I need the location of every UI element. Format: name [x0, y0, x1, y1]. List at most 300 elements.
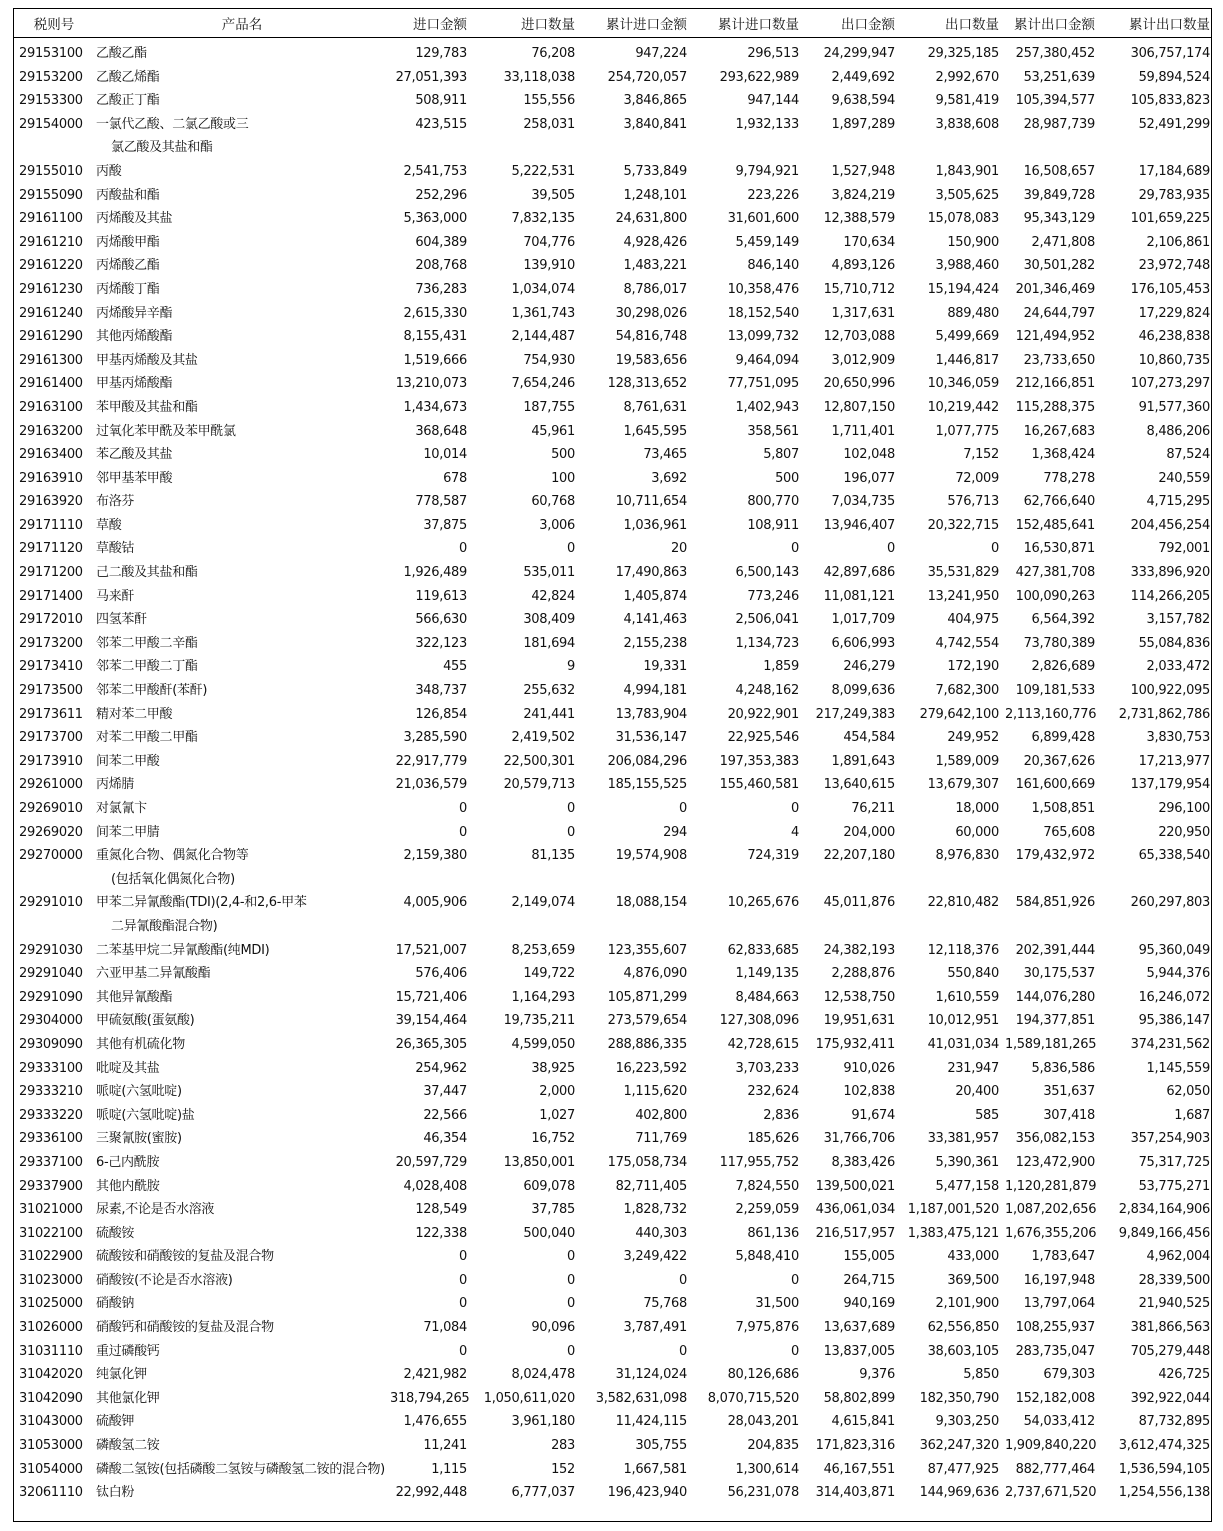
cum-exp-qty-cell: 16,246,072 — [1138, 989, 1210, 1005]
exp-qty-cell: 2,992,670 — [935, 69, 999, 85]
cum-exp-value-cell: 2,471,808 — [1031, 234, 1095, 250]
header-name: 产品名 — [94, 9, 390, 38]
imp-value-cell: 11,241 — [423, 1438, 467, 1454]
product-name: 硫酸铵和硝酸铵的复盐及混合物 — [96, 1249, 274, 1265]
cum-imp-qty-cell: 2,836 — [763, 1107, 799, 1123]
cum-exp-value-cell: 584,851,926 — [1015, 895, 1095, 911]
product-name: 布洛芬 — [96, 494, 135, 510]
cum-exp-value-cell: 427,381,708 — [1015, 565, 1095, 581]
product-name: 其他内酰胺 — [96, 1178, 160, 1194]
tariff-code-cell: 29269020 — [19, 824, 83, 840]
product-name: 其他异氰酸酯 — [96, 989, 173, 1005]
exp-value-cell: 139,500,021 — [815, 1178, 895, 1194]
table-body — [14, 38, 1212, 1505]
imp-qty-cell: 0 — [567, 1296, 575, 1312]
cum-exp-qty-cell: 4,715,295 — [1146, 494, 1210, 510]
cum-exp-qty-cell: 87,732,895 — [1138, 1414, 1210, 1430]
cum-imp-value-cell: 105,871,299 — [607, 989, 687, 1005]
exp-value-cell: 91,674 — [851, 1107, 895, 1123]
product-name-cell — [94, 561, 390, 585]
imp-value-cell: 37,447 — [423, 1084, 467, 1100]
cum-imp-value-cell: 8,761,631 — [623, 399, 687, 415]
cum-imp-value-cell: 13,783,904 — [615, 706, 687, 722]
product-name: 间苯二甲酸 — [96, 753, 160, 769]
product-name-cell — [94, 1057, 390, 1081]
product-name: 马来酐 — [96, 588, 135, 604]
cum-exp-value-cell: 2,113,160,776 — [1005, 706, 1097, 722]
cum-exp-value-cell: 351,637 — [1043, 1084, 1095, 1100]
cum-imp-qty-cell: 773,246 — [747, 588, 799, 604]
exp-qty-cell: 1,187,001,520 — [907, 1202, 999, 1218]
imp-qty-cell: 1,050,611,020 — [483, 1390, 575, 1406]
product-name-cell — [94, 1481, 390, 1505]
cum-exp-qty-cell: 220,950 — [1158, 824, 1210, 840]
header-cum-imp-value: 累计进口金额 — [578, 9, 690, 38]
table-row — [14, 1458, 1212, 1482]
cum-imp-value-cell: 273,579,654 — [607, 1013, 687, 1029]
exp-value-cell: 1,891,643 — [831, 753, 895, 769]
cum-imp-value-cell: 3,840,841 — [623, 116, 687, 132]
cum-imp-value-cell: 1,828,732 — [623, 1202, 687, 1218]
imp-qty-cell: 8,024,478 — [511, 1367, 575, 1383]
cum-exp-value-cell: 100,090,263 — [1015, 588, 1095, 604]
product-name: 过氧化苯甲酰及苯甲酰氯 — [96, 423, 236, 439]
exp-qty-cell: 3,838,608 — [935, 116, 999, 132]
exp-value-cell: 436,061,034 — [815, 1202, 895, 1218]
cum-exp-value-cell: 257,380,452 — [1015, 46, 1095, 61]
cum-exp-qty-cell: 3,612,474,325 — [1118, 1438, 1210, 1454]
product-name-cell — [94, 89, 390, 113]
cum-imp-value-cell: 31,124,024 — [615, 1367, 687, 1383]
imp-value-cell: 2,159,380 — [403, 848, 467, 864]
exp-value-cell: 246,279 — [843, 659, 895, 675]
tariff-code-cell: 31025000 — [19, 1296, 83, 1312]
cum-exp-qty-cell: 53,775,271 — [1138, 1178, 1210, 1194]
exp-qty-cell: 585 — [975, 1107, 999, 1123]
cum-exp-value-cell: 1,783,647 — [1031, 1249, 1095, 1265]
cum-imp-qty-cell: 500 — [775, 470, 799, 486]
table-row — [14, 821, 1212, 845]
table-row — [14, 1104, 1212, 1128]
product-name-cell — [94, 1222, 390, 1246]
cum-imp-value-cell: 1,645,595 — [623, 423, 687, 439]
imp-qty-cell: 6,777,037 — [511, 1485, 575, 1501]
product-name: 磷酸氢二铵 — [96, 1438, 160, 1454]
cum-imp-value-cell: 10,711,654 — [615, 494, 687, 510]
imp-qty-cell: 609,078 — [523, 1178, 575, 1194]
tariff-code-cell: 29270000 — [19, 848, 83, 864]
exp-qty-cell: 20,400 — [955, 1084, 999, 1100]
product-name: 邻苯二甲酸酐(苯酐) — [96, 683, 208, 699]
imp-value-cell: 1,434,673 — [403, 399, 467, 415]
product-name-cell — [94, 1458, 390, 1482]
product-name-cell — [94, 962, 390, 986]
imp-qty-cell: 39,505 — [531, 187, 575, 203]
product-name: 硝酸钠 — [96, 1296, 135, 1312]
exp-qty-cell: 9,303,250 — [935, 1414, 999, 1430]
cum-exp-value-cell: 16,267,683 — [1023, 423, 1095, 439]
tariff-code-cell: 29173700 — [19, 730, 83, 746]
product-name-cell — [94, 490, 390, 514]
cum-exp-value-cell: 30,175,537 — [1023, 966, 1095, 982]
table-row — [14, 184, 1212, 208]
cum-imp-value-cell: 3,582,631,098 — [595, 1390, 687, 1406]
exp-value-cell: 1,317,631 — [831, 305, 895, 321]
cum-imp-value-cell: 1,667,581 — [623, 1461, 687, 1477]
cum-exp-qty-cell: 1,536,594,105 — [1118, 1461, 1210, 1477]
exp-qty-cell: 144,969,636 — [919, 1485, 999, 1501]
cum-exp-qty-cell: 10,860,735 — [1138, 352, 1210, 368]
product-name: 丙烯酸甲酯 — [96, 234, 160, 250]
exp-value-cell: 13,946,407 — [823, 517, 895, 533]
imp-value-cell: 71,084 — [423, 1320, 467, 1336]
product-name: 尿素,不论是否水溶液 — [96, 1202, 215, 1218]
cum-exp-value-cell: 20,367,626 — [1023, 753, 1095, 769]
imp-value-cell: 1,115 — [431, 1461, 467, 1477]
cum-exp-value-cell: 179,432,972 — [1015, 848, 1095, 864]
cum-imp-qty-cell: 62,833,685 — [727, 942, 799, 958]
cum-imp-value-cell: 16,223,592 — [615, 1060, 687, 1076]
cum-exp-value-cell: 283,735,047 — [1015, 1343, 1095, 1359]
tariff-code-cell: 29337900 — [19, 1178, 83, 1194]
cum-imp-value-cell: 1,405,874 — [623, 588, 687, 604]
exp-qty-cell: 249,952 — [947, 730, 999, 746]
tariff-code-cell: 29155010 — [19, 163, 83, 179]
exp-value-cell: 1,897,289 — [831, 116, 895, 132]
cum-imp-value-cell: 82,711,405 — [615, 1178, 687, 1194]
cum-imp-qty-cell: 861,136 — [747, 1225, 799, 1241]
exp-value-cell: 0 — [887, 541, 895, 557]
exp-qty-cell: 13,241,950 — [927, 588, 999, 604]
exp-value-cell: 45,011,876 — [823, 895, 895, 911]
exp-qty-cell: 404,975 — [947, 612, 999, 628]
cum-imp-qty-cell: 2,506,041 — [735, 612, 799, 628]
cum-exp-qty-cell: 91,577,360 — [1138, 399, 1210, 415]
header-cum-exp-qty: 累计出口数量 — [1098, 9, 1212, 38]
exp-qty-cell: 1,077,775 — [935, 423, 999, 439]
tariff-code-cell: 29153200 — [19, 69, 83, 85]
tariff-code-cell: 29336100 — [19, 1131, 83, 1147]
imp-value-cell: 3,285,590 — [403, 730, 467, 746]
cum-imp-value-cell: 4,994,181 — [623, 683, 687, 699]
exp-value-cell: 7,034,735 — [831, 494, 895, 510]
cum-imp-value-cell: 4,876,090 — [623, 966, 687, 982]
cum-imp-value-cell: 24,631,800 — [615, 211, 687, 227]
product-name: 丙烯酸丁酯 — [96, 281, 160, 297]
cum-exp-qty-cell: 296,100 — [1158, 801, 1210, 816]
product-name: 草酸 — [96, 517, 122, 533]
exp-qty-cell: 22,810,482 — [927, 895, 999, 911]
imp-qty-cell: 8,253,659 — [511, 942, 575, 958]
product-name: 丙烯酸乙酯 — [96, 258, 160, 274]
exp-value-cell: 216,517,957 — [815, 1225, 895, 1241]
imp-qty-cell: 76,208 — [531, 46, 575, 61]
cum-imp-qty-cell: 1,402,943 — [735, 399, 799, 415]
product-name-cell — [94, 1316, 390, 1340]
imp-value-cell: 37,875 — [423, 517, 467, 533]
cum-imp-value-cell: 254,720,057 — [607, 69, 687, 85]
tariff-code-cell: 29173500 — [19, 683, 83, 699]
product-name: 间苯二甲腈 — [96, 824, 160, 840]
cum-imp-value-cell: 305,755 — [635, 1438, 687, 1454]
product-name-continued: 二异氰酸酯混合物) — [111, 918, 218, 934]
tariff-code-cell: 29161100 — [19, 211, 83, 227]
cum-imp-value-cell: 1,248,101 — [623, 187, 687, 203]
tariff-code-cell: 31021000 — [19, 1202, 83, 1218]
product-name-continued: 氯乙酸及其盐和酯 — [111, 140, 213, 156]
imp-value-cell: 129,783 — [415, 46, 467, 61]
exp-value-cell: 196,077 — [843, 470, 895, 486]
table-row — [14, 797, 1212, 821]
cum-exp-qty-cell: 2,731,862,786 — [1118, 706, 1210, 722]
imp-qty-cell: 37,785 — [531, 1202, 575, 1218]
exp-value-cell: 24,382,193 — [823, 942, 895, 958]
cum-exp-qty-cell: 95,386,147 — [1138, 1013, 1210, 1029]
product-name-cell — [94, 514, 390, 538]
cum-exp-qty-cell: 107,273,297 — [1130, 376, 1210, 392]
imp-value-cell: 455 — [443, 659, 467, 675]
product-name-cell — [94, 113, 390, 160]
imp-qty-cell: 2,000 — [539, 1084, 575, 1100]
product-name: 硫酸钾 — [96, 1414, 135, 1430]
imp-value-cell: 20,597,729 — [395, 1154, 467, 1170]
imp-qty-cell: 2,419,502 — [511, 730, 575, 746]
cum-imp-value-cell: 4,141,463 — [623, 612, 687, 628]
exp-qty-cell: 35,531,829 — [927, 565, 999, 581]
product-name: 二苯基甲烷二异氰酸酯(纯MDI) — [96, 942, 270, 958]
imp-qty-cell: 149,722 — [523, 966, 575, 982]
product-name: 甲硫氨酸(蛋氨酸) — [96, 1013, 195, 1029]
imp-qty-cell: 535,011 — [523, 565, 575, 581]
imp-value-cell: 254,962 — [415, 1060, 467, 1076]
cum-exp-qty-cell: 381,866,563 — [1130, 1320, 1210, 1336]
imp-qty-cell: 5,222,531 — [511, 163, 575, 179]
cum-exp-qty-cell: 176,105,453 — [1130, 281, 1210, 297]
exp-qty-cell: 5,499,669 — [935, 329, 999, 345]
tariff-code-cell: 29163400 — [19, 447, 83, 463]
cum-imp-qty-cell: 204,835 — [747, 1438, 799, 1454]
product-name-cell — [94, 1387, 390, 1411]
exp-qty-cell: 2,101,900 — [935, 1296, 999, 1312]
cum-imp-value-cell: 0 — [679, 801, 687, 816]
cum-exp-value-cell: 1,120,281,879 — [1005, 1178, 1097, 1194]
cum-imp-qty-cell: 80,126,686 — [727, 1367, 799, 1383]
table-row — [14, 962, 1212, 986]
table-row — [14, 891, 1212, 938]
header-code: 税则号 — [14, 9, 94, 38]
cum-exp-value-cell: 39,849,728 — [1023, 187, 1095, 203]
table-row — [14, 1481, 1212, 1505]
imp-qty-cell: 100 — [551, 470, 575, 486]
cum-imp-qty-cell: 197,353,383 — [719, 753, 799, 769]
product-name-cell — [94, 939, 390, 963]
exp-value-cell: 58,802,899 — [823, 1390, 895, 1406]
exp-value-cell: 1,711,401 — [831, 423, 895, 439]
table-row — [14, 585, 1212, 609]
product-name: 硝酸铵(不论是否水溶液) — [96, 1272, 233, 1288]
cum-exp-qty-cell: 137,179,954 — [1130, 777, 1210, 793]
tariff-code-cell: 29161230 — [19, 281, 83, 297]
exp-value-cell: 910,026 — [843, 1060, 895, 1076]
cum-exp-value-cell: 121,494,952 — [1015, 329, 1095, 345]
cum-exp-qty-cell: 1,687 — [1174, 1107, 1210, 1123]
cum-exp-qty-cell: 87,524 — [1166, 447, 1210, 463]
cum-imp-qty-cell: 13,099,732 — [727, 329, 799, 345]
cum-exp-qty-cell: 333,896,920 — [1130, 565, 1210, 581]
exp-value-cell: 15,710,712 — [823, 281, 895, 297]
exp-qty-cell: 5,850 — [963, 1367, 999, 1383]
imp-value-cell: 1,519,666 — [403, 352, 467, 368]
imp-qty-cell: 7,832,135 — [511, 211, 575, 227]
exp-qty-cell: 10,346,059 — [927, 376, 999, 392]
cum-exp-qty-cell: 374,231,562 — [1130, 1036, 1210, 1052]
cum-imp-qty-cell: 296,513 — [747, 46, 799, 61]
cum-imp-value-cell: 75,768 — [643, 1296, 687, 1312]
exp-qty-cell: 10,012,951 — [927, 1013, 999, 1029]
imp-value-cell: 39,154,464 — [395, 1013, 467, 1029]
cum-imp-value-cell: 1,483,221 — [623, 258, 687, 274]
cum-exp-qty-cell: 204,456,254 — [1130, 517, 1210, 533]
product-name-cell — [94, 231, 390, 255]
tariff-code-cell: 29291090 — [19, 989, 83, 1005]
imp-value-cell: 4,028,408 — [403, 1178, 467, 1194]
cum-exp-value-cell: 62,766,640 — [1023, 494, 1095, 510]
cum-imp-qty-cell: 0 — [791, 1343, 799, 1359]
table-row — [14, 514, 1212, 538]
header-exp-value: 出口金额 — [802, 9, 898, 38]
product-name-cell — [94, 1269, 390, 1293]
cum-imp-value-cell: 3,846,865 — [623, 93, 687, 109]
imp-qty-cell: 500,040 — [523, 1225, 575, 1241]
imp-value-cell: 22,917,779 — [395, 753, 467, 769]
product-name: 六亚甲基二异氰酸酯 — [96, 966, 211, 982]
imp-value-cell: 17,521,007 — [395, 942, 467, 958]
cum-exp-qty-cell: 2,834,164,906 — [1118, 1202, 1210, 1218]
cum-exp-qty-cell: 5,944,376 — [1146, 966, 1210, 982]
cum-exp-qty-cell: 75,317,725 — [1138, 1154, 1210, 1170]
tariff-code-cell: 29163910 — [19, 470, 83, 486]
cum-imp-qty-cell: 10,265,676 — [727, 895, 799, 911]
product-name-cell — [94, 1151, 390, 1175]
imp-qty-cell: 308,409 — [523, 612, 575, 628]
header-imp-qty: 进口数量 — [470, 9, 578, 38]
tariff-code-cell: 31023000 — [19, 1272, 83, 1288]
table-row — [14, 1198, 1212, 1222]
table-row — [14, 703, 1212, 727]
exp-value-cell: 76,211 — [851, 801, 895, 816]
exp-value-cell: 3,012,909 — [831, 352, 895, 368]
table-row — [14, 986, 1212, 1010]
cum-imp-value-cell: 19,331 — [643, 659, 687, 675]
imp-value-cell: 208,768 — [415, 258, 467, 274]
product-name: 乙酸乙烯酯 — [96, 69, 160, 85]
imp-qty-cell: 13,850,001 — [503, 1154, 575, 1170]
product-name: 哌啶(六氢吡啶) — [96, 1084, 182, 1100]
product-name-cell — [94, 1080, 390, 1104]
tariff-code-cell: 29153100 — [19, 46, 83, 61]
header-row — [14, 9, 1212, 38]
exp-value-cell: 9,638,594 — [831, 93, 895, 109]
cum-exp-qty-cell: 2,033,472 — [1146, 659, 1210, 675]
imp-value-cell: 318,794,265 — [390, 1390, 470, 1406]
tariff-code-cell: 29171110 — [19, 517, 83, 533]
cum-imp-qty-cell: 7,975,876 — [735, 1320, 799, 1336]
tariff-code-cell: 29173611 — [19, 706, 83, 722]
exp-qty-cell: 4,742,554 — [935, 635, 999, 651]
imp-value-cell: 13,210,073 — [395, 376, 467, 392]
cum-exp-qty-cell: 792,001 — [1158, 541, 1210, 557]
tariff-code-cell: 29155090 — [19, 187, 83, 203]
exp-qty-cell: 1,446,817 — [935, 352, 999, 368]
imp-qty-cell: 0 — [567, 1249, 575, 1265]
imp-qty-cell: 1,361,743 — [511, 305, 575, 321]
cum-imp-value-cell: 185,155,525 — [607, 777, 687, 793]
exp-value-cell: 6,606,993 — [831, 635, 895, 651]
exp-value-cell: 24,299,947 — [823, 46, 895, 61]
exp-qty-cell: 576,713 — [947, 494, 999, 510]
imp-value-cell: 322,123 — [415, 635, 467, 651]
imp-qty-cell: 155,556 — [523, 93, 575, 109]
cum-exp-value-cell: 161,600,669 — [1015, 777, 1095, 793]
cum-exp-value-cell: 23,733,650 — [1023, 352, 1095, 368]
imp-value-cell: 46,354 — [423, 1131, 467, 1147]
exp-qty-cell: 10,219,442 — [927, 399, 999, 415]
product-name: 哌啶(六氢吡啶)盐 — [96, 1107, 195, 1123]
exp-value-cell: 9,376 — [859, 1367, 895, 1383]
cum-imp-qty-cell: 358,561 — [747, 423, 799, 439]
cum-imp-qty-cell: 20,922,901 — [727, 706, 799, 722]
table-row — [14, 1363, 1212, 1387]
cum-exp-value-cell: 16,508,657 — [1023, 163, 1095, 179]
cum-exp-value-cell: 202,391,444 — [1015, 942, 1095, 958]
table-row — [14, 1340, 1212, 1364]
cum-imp-qty-cell: 22,925,546 — [727, 730, 799, 746]
product-name-cell — [94, 1127, 390, 1151]
cum-exp-qty-cell: 17,213,977 — [1138, 753, 1210, 769]
imp-value-cell: 0 — [459, 1272, 467, 1288]
exp-value-cell: 204,000 — [843, 824, 895, 840]
cum-exp-value-cell: 16,530,871 — [1023, 541, 1095, 557]
tariff-code-cell: 29161300 — [19, 352, 83, 368]
exp-qty-cell: 8,976,830 — [935, 848, 999, 864]
product-name-cell — [94, 537, 390, 561]
product-name: 甲基丙烯酸及其盐 — [96, 352, 198, 368]
product-name-cell — [94, 891, 390, 938]
product-name: 重过磷酸钙 — [96, 1343, 160, 1359]
product-name: 己二酸及其盐和酯 — [96, 565, 198, 581]
cum-imp-qty-cell: 28,043,201 — [727, 1414, 799, 1430]
cum-imp-value-cell: 18,088,154 — [615, 895, 687, 911]
tariff-code-cell: 31042020 — [19, 1367, 83, 1383]
product-name: 乙酸正丁酯 — [96, 93, 160, 109]
imp-qty-cell: 0 — [567, 824, 575, 840]
cum-imp-qty-cell: 1,300,614 — [735, 1461, 799, 1477]
cum-exp-value-cell: 28,987,739 — [1023, 116, 1095, 132]
table-row — [14, 420, 1212, 444]
imp-value-cell: 423,515 — [415, 116, 467, 132]
cum-exp-qty-cell: 1,145,559 — [1146, 1060, 1210, 1076]
cum-exp-value-cell: 73,780,389 — [1023, 635, 1095, 651]
cum-imp-qty-cell: 5,848,410 — [735, 1249, 799, 1265]
product-name-cell — [94, 1175, 390, 1199]
table-row — [14, 608, 1212, 632]
cum-exp-value-cell: 1,589,181,265 — [1005, 1036, 1097, 1052]
imp-qty-cell: 152 — [551, 1461, 575, 1477]
cum-imp-qty-cell: 0 — [791, 541, 799, 557]
product-name-cell — [94, 160, 390, 184]
table-row — [14, 490, 1212, 514]
product-name: 6-己内酰胺 — [96, 1154, 160, 1170]
